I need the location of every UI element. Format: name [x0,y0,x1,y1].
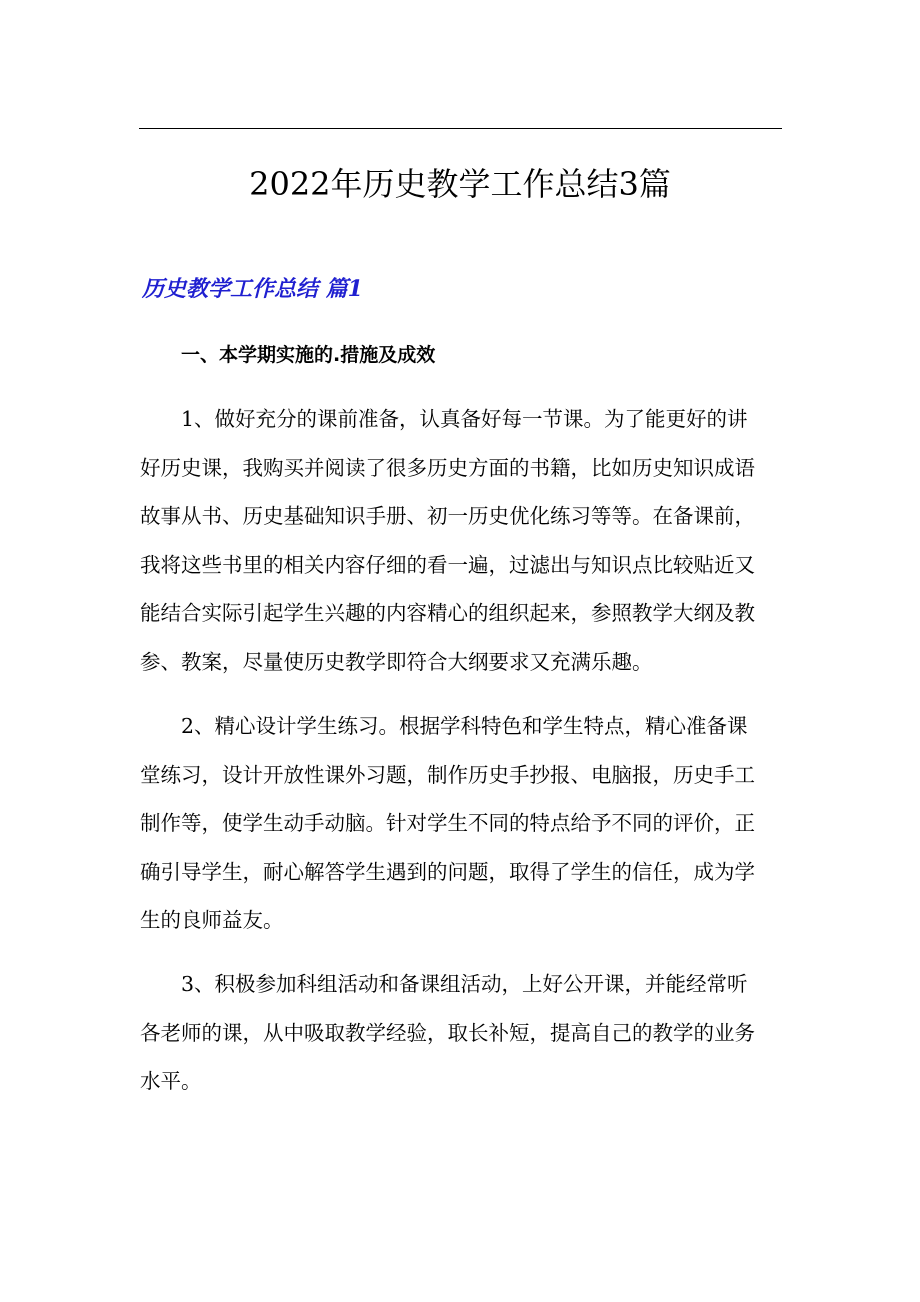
paragraph-line: 参、教案，尽量使历史教学即符合大纲要求又充满乐趣。 [140,649,653,674]
paragraph-line: 生的良师益友。 [140,908,284,933]
paragraph-line: 我将这些书里的相关内容仔细的看一遍，过滤出与知识点比较贴近又 [140,552,755,577]
paragraph-line: 3、积极参加科组活动和备课组活动，上好公开课，并能经常听 [181,972,748,996]
document-title: 2022年历史教学工作总结3篇 [249,165,671,203]
paragraph-line: 制作等，使学生动手动脑。针对学生不同的特点给予不同的评价，正 [140,811,755,836]
paragraph-line: 水平。 [140,1069,202,1094]
paragraph-line: 堂练习，设计开放性课外习题，制作历史手抄报、电脑报，历史手工 [140,762,755,787]
paragraph-line: 故事从书、历史基础知识手册、初一历史优化练习等等。在备课前， [140,504,755,529]
paragraph-3 [140,960,782,1106]
paragraph-1 [140,395,782,687]
paragraph-line: 确引导学生，耐心解答学生遇到的问题，取得了学生的信任，成为学 [140,859,755,884]
paragraph-line: 能结合实际引起学生兴趣的内容精心的组织起来，参照教学大纲及教 [140,601,755,626]
header-rule [139,128,782,129]
sub-heading: 一、本学期实施的.措施及成效 [181,344,436,366]
paragraph-2 [140,702,782,945]
paragraph-line: 1、做好充分的课前准备，认真备好每一节课。为了能更好的讲 [181,407,748,431]
section-heading: 历史教学工作总结 篇1 [142,276,363,302]
paragraph-line: 2、精心设计学生练习。根据学科特色和学生特点，精心准备课 [181,714,748,738]
paragraph-line: 好历史课，我购买并阅读了很多历史方面的书籍，比如历史知识成语 [140,455,755,480]
paragraph-line: 各老师的课，从中吸取教学经验，取长补短，提高自己的教学的业务 [140,1020,755,1045]
